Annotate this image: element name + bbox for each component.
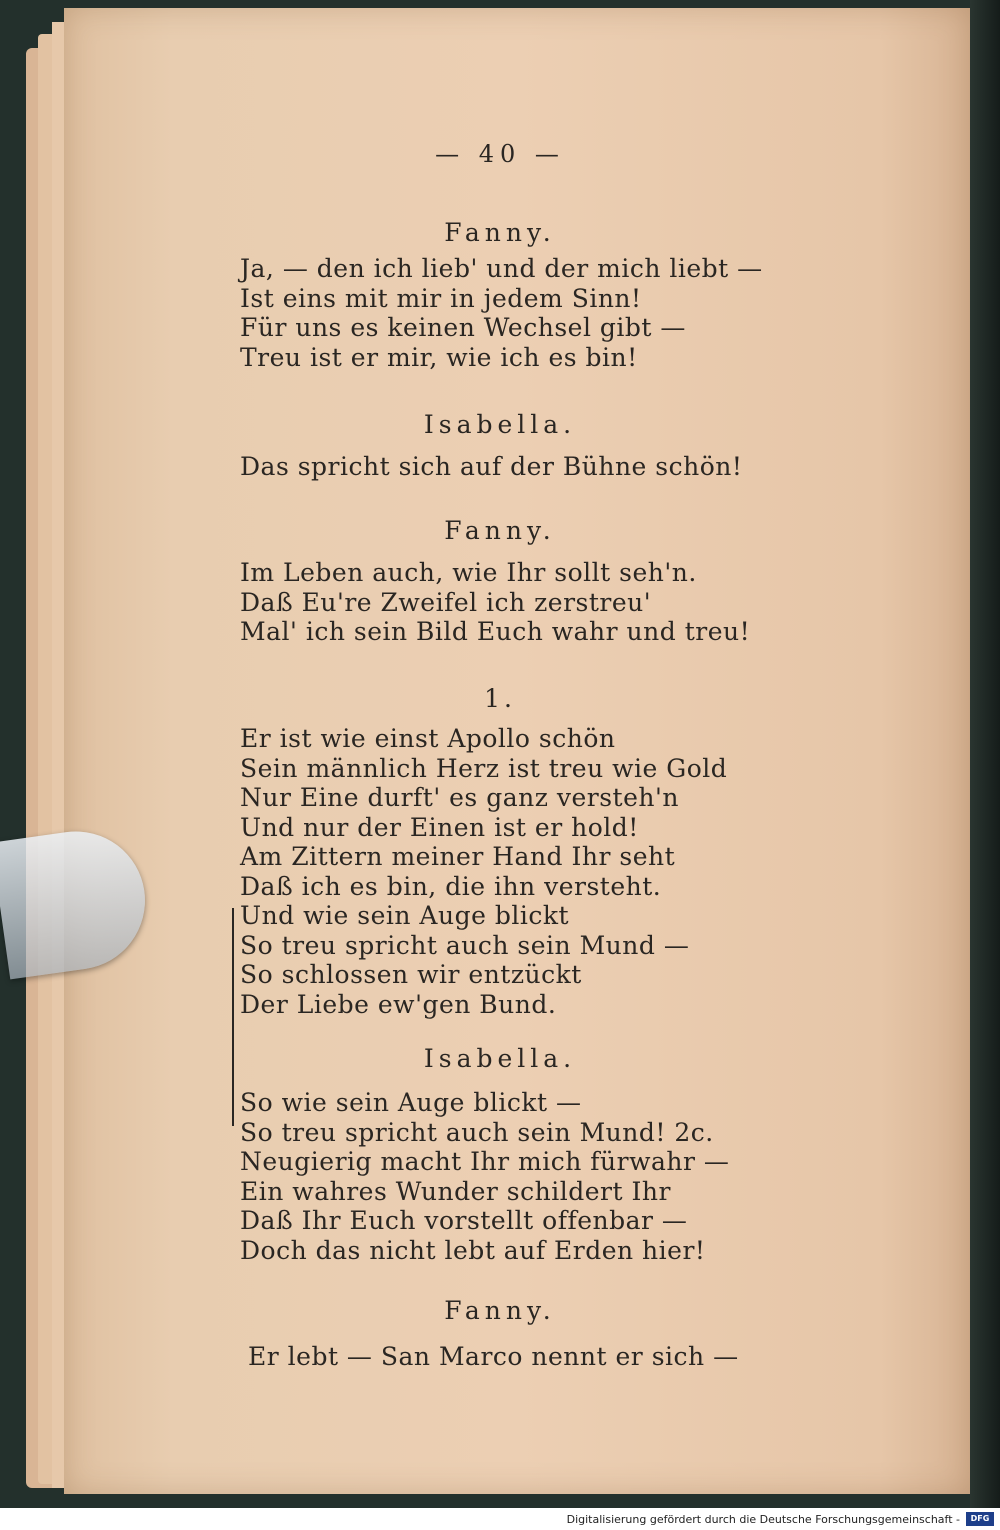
- verse-line: Neugierig macht Ihr mich fürwahr —: [240, 1147, 730, 1176]
- speaker-heading: Fanny.: [444, 218, 556, 247]
- verse-line: Das spricht sich auf der Bühne schön!: [240, 452, 743, 481]
- verse-line: So treu spricht auch sein Mund —: [240, 930, 690, 960]
- verse-line: Doch das nicht lebt auf Erden hier!: [240, 1235, 706, 1265]
- verse-line: Treu ist er mir, wie ich es bin!: [240, 342, 638, 372]
- verse-line: Und wie sein Auge blickt: [240, 901, 570, 930]
- speaker-heading: Fanny.: [444, 516, 556, 545]
- verse-block: [240, 724, 727, 1019]
- verse-line: So treu spricht auch sein Mund! 2c.: [240, 1117, 714, 1147]
- verse-block: [240, 558, 750, 647]
- verse-line: Er ist wie einst Apollo schön: [240, 724, 616, 753]
- footer: [0, 1508, 1000, 1530]
- verse-line: Für uns es keinen Wechsel gibt —: [240, 313, 686, 342]
- verse-line: Und nur der Einen ist er hold!: [240, 812, 639, 842]
- footer-credit: Digitalisierung gefördert durch die Deutsche Forschungsgemeinschaft -: [566, 1513, 960, 1526]
- verse-line: Ist eins mit mir in jedem Sinn!: [240, 283, 642, 313]
- verse-line: Er lebt — San Marco nennt er sich —: [248, 1342, 739, 1371]
- verse-line: Ein wahres Wunder schildert Ihr: [240, 1176, 671, 1206]
- verse-line: Sein männlich Herz ist treu wie Gold: [240, 753, 728, 783]
- verse-block: [240, 452, 742, 482]
- verse-line: So schlossen wir entzückt: [240, 960, 582, 989]
- verse-line: Am Zittern meiner Hand Ihr seht: [240, 842, 676, 871]
- verse-line: Daß Ihr Euch vorstellt offenbar —: [240, 1206, 688, 1235]
- verse-line: Mal' ich sein Bild Euch wahr und treu!: [240, 617, 751, 646]
- verse-line: Im Leben auch, wie Ihr sollt seh'n.: [240, 558, 697, 587]
- verse-block: [240, 1088, 729, 1265]
- stanza-number: 1.: [484, 684, 516, 713]
- verse-line: Nur Eine durft' es ganz versteh'n: [240, 783, 679, 812]
- verse-line: Daß Eu're Zweifel ich zerstreu': [240, 587, 652, 617]
- verse-line: Daß ich es bin, die ihn versteht.: [240, 871, 662, 901]
- verse-line: So wie sein Auge blickt —: [240, 1088, 582, 1117]
- verse-block: [240, 254, 763, 372]
- page-number: — 40 —: [435, 140, 565, 168]
- verse-line: Der Liebe ew'gen Bund.: [240, 989, 557, 1019]
- dfg-logo-icon: DFG: [966, 1512, 994, 1526]
- verse-block: [248, 1342, 739, 1372]
- speaker-heading: Isabella.: [423, 410, 577, 439]
- speaker-heading: Fanny.: [444, 1296, 556, 1325]
- repeat-bracket: [232, 908, 240, 1126]
- speaker-heading: Isabella.: [423, 1044, 577, 1073]
- verse-line: Ja, — den ich lieb' und der mich liebt —: [240, 254, 763, 283]
